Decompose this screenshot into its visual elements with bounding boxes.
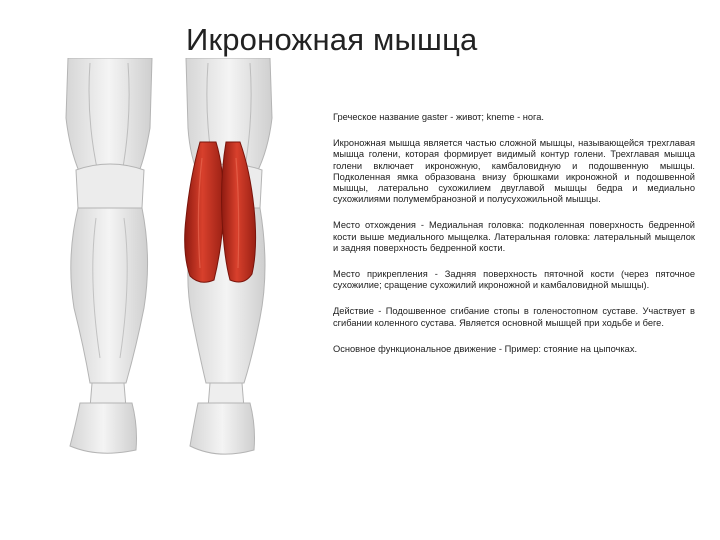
slide-title: Икроножная мышца	[186, 22, 478, 57]
right-leg-figure	[185, 58, 272, 454]
paragraph-greek-name: Греческое название gaster - живот; kneme - нога.	[333, 112, 544, 122]
paragraph-origin: Место отхождения - Медиальная головка: подколенная поверхность бедренной кости выше медиального мыщелка. Латеральная головка: латеральный мыщелок и задняя поверхность бедренной кости.	[333, 220, 695, 253]
paragraph-functional-movement: Основное функциональное движение - Пример: стояние на цыпочках.	[333, 343, 638, 354]
gastrocnemius-medial-head	[185, 142, 224, 282]
left-leg-figure	[66, 58, 152, 453]
legs-anatomy-illustration	[40, 58, 310, 523]
paragraph-action: Действие - Подошвенное сгибание стопы в голеностопном суставе. Участвует в сгибании коленного сустава. Является основной мышцей при ходьбе и беге.	[333, 306, 695, 328]
description-text	[333, 112, 695, 370]
paragraph-insertion: Место прикрепления - Задняя поверхность пяточной кости (через пяточное сухожилие; сращение сухожилий икроножной и камбаловидной мышцы).	[333, 269, 695, 291]
paragraph-description: Икроножная мышца является частью сложной мышцы, называющейся трехглавая мышца голени, которая формирует видимый контур голени. Трехглавая мышца голени включает икроножную, камбаловидную и подошвенную мышцы. Подколенная ямка образована внизу брюшками икроножной и подошвенной мышцы, латерально сухожилием двуглавой мышцы бедра и медиально сухожилиями полумембранозной и полусухожильной мышцы.	[333, 138, 695, 205]
